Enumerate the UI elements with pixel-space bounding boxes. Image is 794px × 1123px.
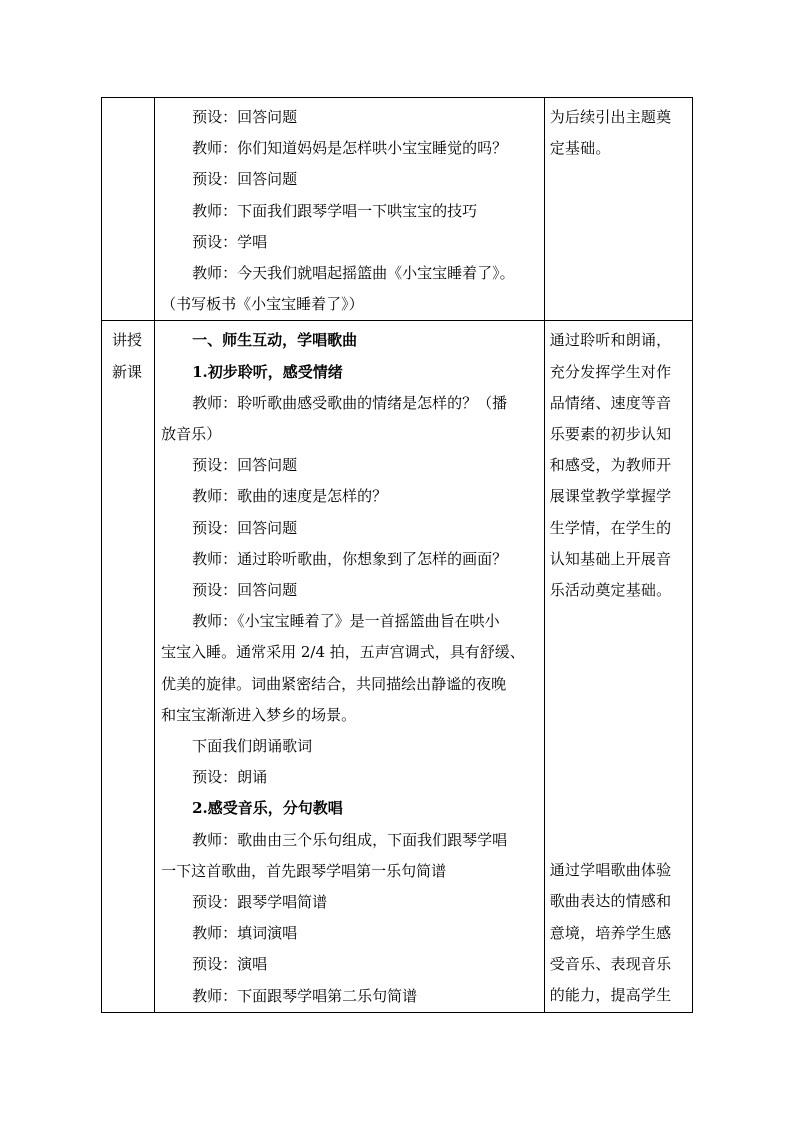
text-line: 预设：回答问题 (192, 456, 298, 475)
text-line: 预设：回答问题 (192, 108, 298, 126)
text-line: 预设：演唱 (192, 955, 268, 974)
text-line: 和宝宝渐渐进入梦乡的场景。 (161, 705, 357, 724)
spacer (550, 606, 688, 855)
text-line: 预设：回答问题 (192, 581, 298, 600)
table-row-intro (102, 98, 693, 321)
text-line: 预设：学唱 (192, 232, 268, 251)
note-line: 品情绪、速度等音 (549, 393, 672, 412)
note-line: 生学情，在学生的 (549, 518, 672, 537)
note-line: 乐活动奠定基础。 (549, 581, 672, 600)
text-line: 预设：回答问题 (192, 518, 298, 537)
text-line: 教师：下面我们跟琴学唱一下哄宝宝的技巧 (192, 201, 478, 220)
text-line: （书写板书《小宝宝睡着了》） (161, 295, 364, 314)
note-line: 乐要素的初步认知 (549, 425, 672, 444)
subsection-heading: 1.初步聆听，感受情绪 (192, 362, 343, 381)
text-line: 教师：今天我们就唱起摇篮曲《小宝宝睡着了》。 (192, 264, 515, 283)
note-line: 充分发挥学生对作 (549, 362, 672, 381)
text-line: 一下这首歌曲，首先跟琴学唱第一乐句简谱 (161, 861, 447, 880)
note-line: 的能力，提高学生 (549, 986, 672, 1005)
section-cell (102, 321, 155, 1012)
text-line: 教师：你们知道妈妈是怎样哄小宝宝睡觉的吗？ (192, 139, 508, 158)
note-line: 为后续引出主题奠 (549, 108, 672, 126)
text-line: 教师：歌曲的速度是怎样的？ (192, 487, 388, 506)
note-line: 通过聆听和朗诵， (549, 331, 672, 350)
text-line: 教师：《小宝宝睡着了》是一首摇篮曲旨在哄小 (192, 612, 500, 631)
text-line: 教师：通过聆听歌曲，你想象到了怎样的画面？ (192, 549, 508, 568)
table-row-new-lesson (102, 321, 693, 1012)
text-line: 优美的旋律。词曲紧密结合，共同描绘出静谧的夜晚 (161, 674, 507, 693)
section-label: 讲授 (112, 331, 143, 350)
text-line: 教师：聆听歌曲感受歌曲的情绪是怎样的？（播 (192, 393, 508, 412)
note-line: 和感受，为教师开 (549, 456, 672, 475)
text-line: 预设：跟琴学唱简谱 (192, 893, 328, 912)
note-line: 意境，培养学生感 (549, 923, 672, 942)
text-line: 教师：填词演唱 (192, 924, 298, 943)
text-line: 预设：回答问题 (192, 170, 298, 189)
section-label: 新课 (112, 362, 143, 381)
text-line: 教师：下面跟琴学唱第二乐句简谱 (192, 986, 418, 1005)
note-line: 定基础。 (549, 139, 611, 158)
note-cell-intro (544, 98, 692, 321)
note-cell-new-lesson (544, 321, 692, 1012)
note-line: 通过学唱歌曲体验 (549, 861, 672, 880)
subsection-heading: 2.感受音乐，分句教唱 (192, 799, 343, 818)
text-line: 教师：歌曲由三个乐句组成，下面我们跟琴学唱 (192, 830, 508, 849)
note-line: 认知基础上开展音 (549, 549, 672, 568)
text-line: 下面我们朗诵歌词 (192, 737, 313, 756)
text-line: 宝宝入睡。通常采用 2/4 拍，五声宫调式，具有舒缓、 (161, 643, 525, 662)
note-line: 歌曲表达的情感和 (549, 892, 672, 911)
content-cell-intro (155, 98, 545, 321)
section-cell-empty (102, 98, 155, 321)
note-line: 受音乐、表现音乐 (549, 954, 672, 973)
lesson-plan-table (101, 97, 693, 1013)
note-line: 展课堂教学掌握学 (549, 487, 672, 506)
content-cell-new-lesson (155, 321, 545, 1012)
section-heading: 一、师生互动，学唱歌曲 (192, 331, 358, 350)
text-line: 预设：朗诵 (192, 768, 268, 787)
text-line: 放音乐） (161, 425, 222, 444)
